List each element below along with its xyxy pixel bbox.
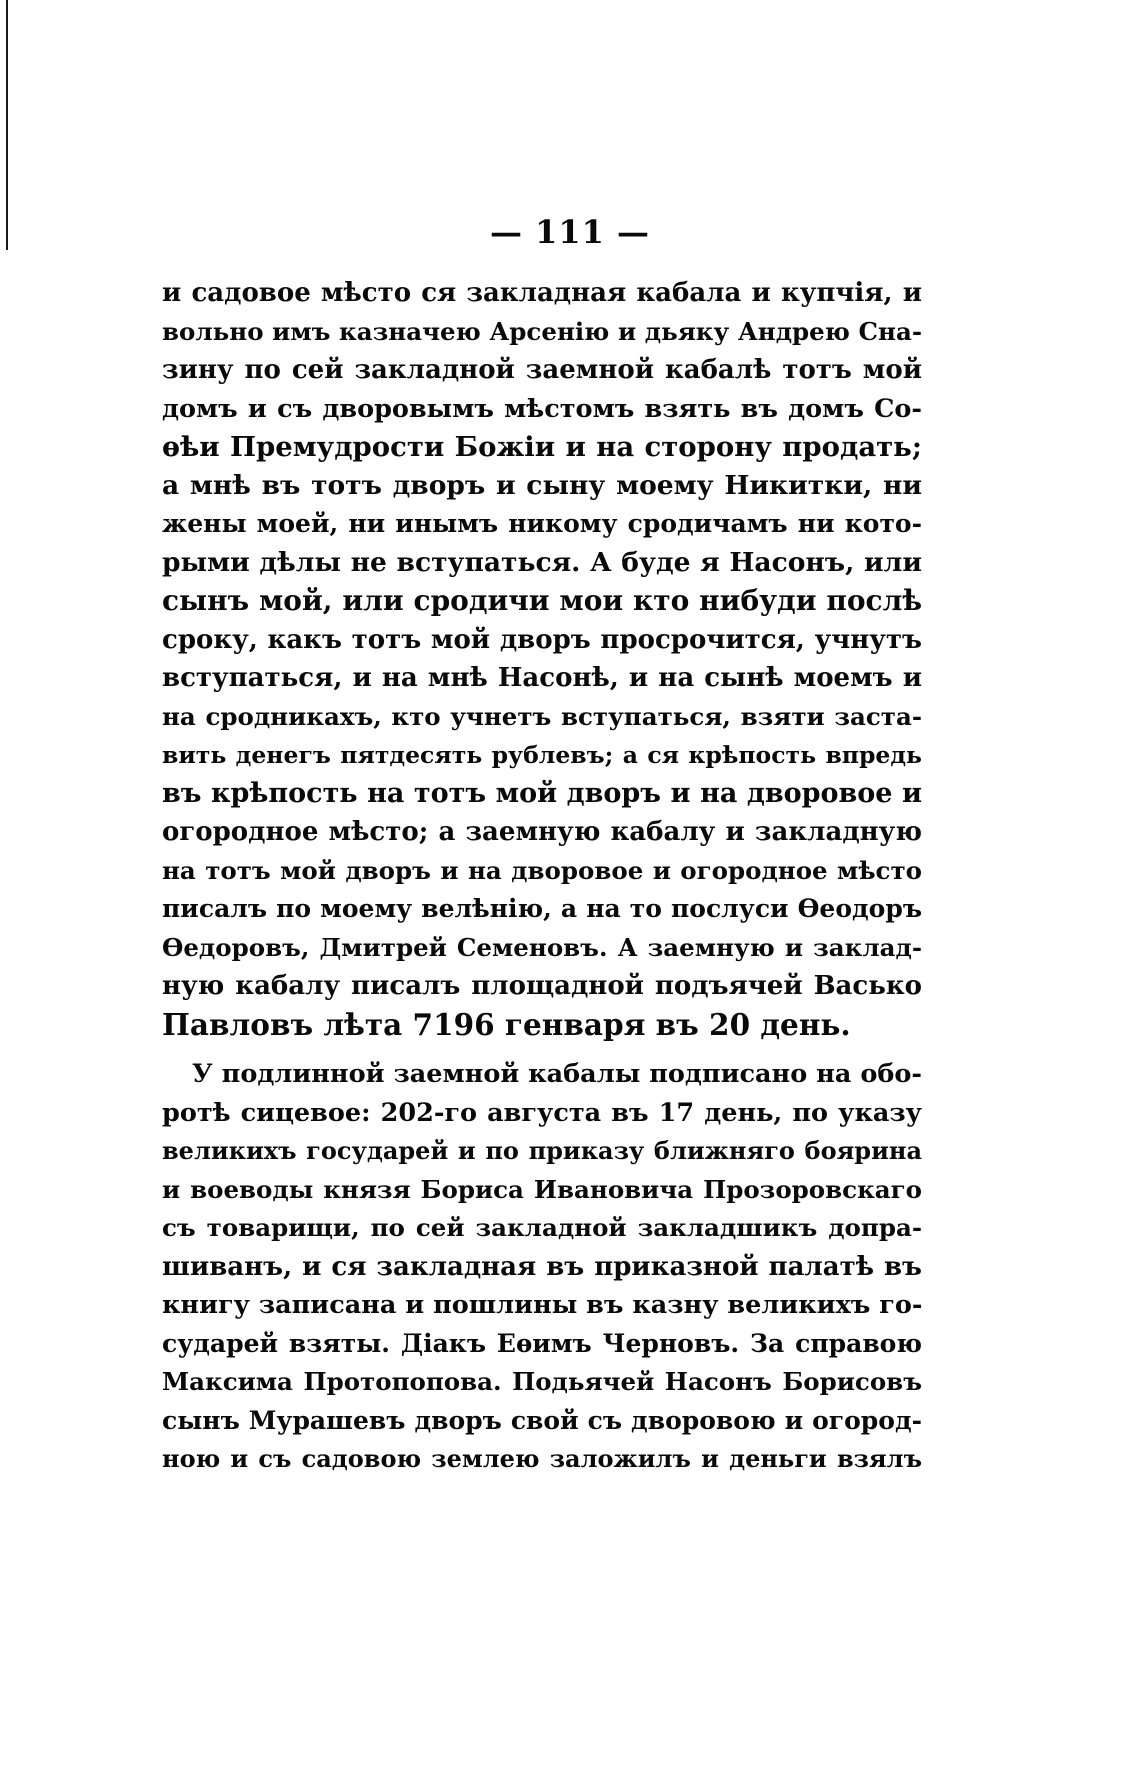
text-line: сударей взяты. Діакъ Еѳимъ Черновъ. За справою — [162, 1328, 922, 1358]
text-line: на тотъ мой дворъ и на дворовое и огородное мѣсто — [162, 855, 922, 885]
text-line: и садовое мѣсто ся закладная кабала и купчія, и — [162, 278, 922, 308]
text-line: жены моей, ни инымъ никому сродичамъ ни кото- — [162, 509, 922, 538]
text-line: вступаться, и на мнѣ Насонѣ, и на сынѣ моемъ и — [162, 663, 922, 693]
paragraph-gap — [162, 1044, 922, 1055]
text-line: вольно имъ казначею Арсенію и дьяку Андрею Сна- — [162, 316, 922, 346]
text-line: и воеводы князя Бориса Ивановича Прозоровскаго — [162, 1174, 922, 1204]
page-number: — 111 — — [489, 213, 651, 251]
text-line: на сродникахъ, кто учнетъ вступаться, взяти заста- — [162, 701, 922, 731]
text-line: сынъ мой, или сродичи мои кто нибуди послѣ — [162, 584, 922, 617]
text-line: огородное мѣсто; а заемную кабалу и закладную — [162, 817, 922, 847]
text-line: ѳѣи Премудрости Божіи и на сторону продать; — [162, 431, 922, 463]
paragraph-2 — [162, 1055, 922, 1479]
text-line: сынъ Мурашевъ дворъ свой съ дворовою и огород- — [162, 1405, 922, 1435]
paragraph-1 — [162, 274, 922, 1044]
text-line: рыми дѣлы не вступаться. А буде я Насонъ, или — [162, 546, 922, 578]
text-line: Павловъ лѣта 7196 генваря въ 20 день. — [162, 1006, 851, 1042]
body-text — [162, 274, 922, 1479]
text-line: вить денегъ пятдесять рублевъ; а ся крѣпость впредь — [162, 741, 922, 769]
text-line: писалъ по моему велѣнію, а на то послуси Ѳеодоръ — [162, 894, 922, 923]
text-line: домъ и съ дворовымъ мѣстомъ взять въ домъ Со- — [162, 393, 922, 424]
text-line: ротѣ сицевое: 202-го августа въ 17 день, по указу — [162, 1097, 922, 1128]
text-line: въ крѣпость на тотъ мой дворъ и на дворовое и — [162, 777, 922, 809]
text-line: ную кабалу писалъ площадной подъячей Васько — [162, 971, 922, 1001]
text-line: шиванъ, и ся закладная въ приказной палатѣ въ — [162, 1251, 922, 1282]
text-line: сроку, какъ тотъ мой дворъ просрочится, учнутъ — [162, 624, 922, 655]
text-line: У подлинной заемной кабалы подписано на обо- — [192, 1059, 922, 1089]
text-line: великихъ государей и по приказу ближняго боярина — [162, 1136, 922, 1165]
text-line: книгу записана и пошлины въ казну великихъ го- — [162, 1290, 923, 1320]
text-line: Ѳедоровъ, Дмитрей Семеновъ. А заемную и заклад- — [162, 932, 922, 962]
text-line: съ товарищи, по сей закладной закладшикъ допра- — [162, 1213, 922, 1242]
text-line: Максима Протопопова. Подьячей Насонъ Борисовъ — [162, 1367, 922, 1396]
text-line: а мнѣ въ тотъ дворъ и сыну моему Никитки, ни — [162, 469, 922, 501]
text-line: ною и съ садовою землею заложилъ и деньги взялъ — [162, 1444, 922, 1473]
text-line: зину по сей закладной заемной кабалѣ тотъ мой — [162, 355, 922, 385]
